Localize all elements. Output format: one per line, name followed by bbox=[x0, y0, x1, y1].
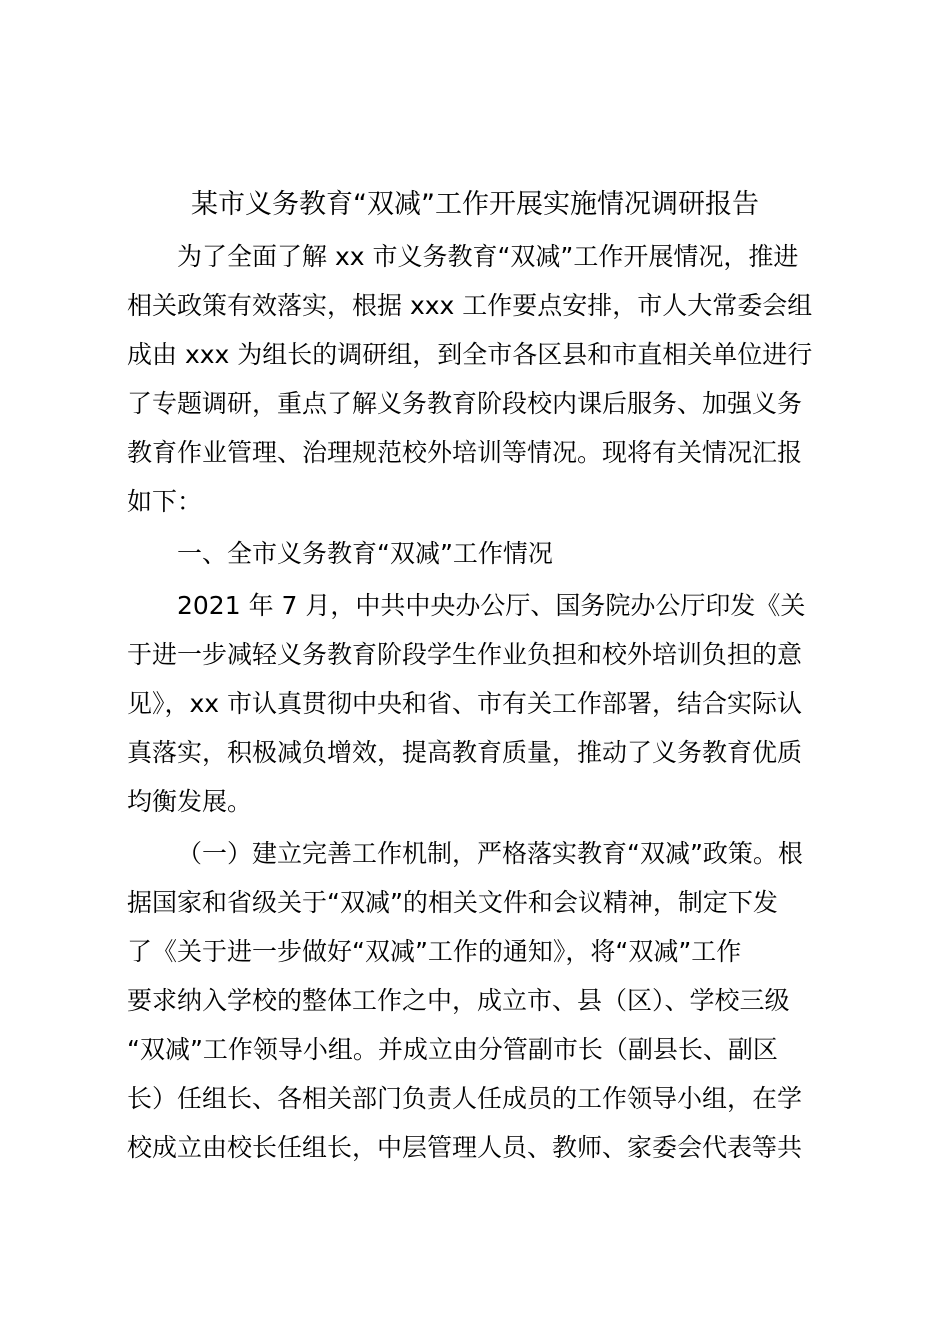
paragraph-3-line-6: 长）任组长、各相关部门负责人任成员的工作领导小组，在学 bbox=[127, 1084, 803, 1113]
paragraph-3-line-2: 据国家和省级关于“双减”的相关文件和会议精神，制定下发 bbox=[127, 888, 778, 917]
paragraph-1-line-1: 为了全面了解 xx 市义务教育“双减”工作开展情况，推进 bbox=[177, 242, 799, 271]
paragraph-3-line-7: 校成立由校长任组长，中层管理人员、教师、家委会代表等共 bbox=[127, 1133, 803, 1162]
paragraph-1-line-6: 如下： bbox=[127, 487, 203, 516]
paragraph-3-line-3: 了《关于进一步做好“双减”工作的通知》，将“双减”工作 bbox=[127, 937, 742, 966]
paragraph-1-line-4: 了专题调研，重点了解义务教育阶段校内课后服务、加强义务 bbox=[127, 389, 803, 418]
section-heading-1: 一、全市义务教育“双减”工作情况 bbox=[177, 539, 553, 568]
paragraph-2-line-4: 真落实，积极减负增效，提高教育质量，推动了义务教育优质 bbox=[127, 738, 803, 767]
paragraph-1-line-5: 教育作业管理、治理规范校外培训等情况。现将有关情况汇报 bbox=[127, 438, 803, 467]
paragraph-2-line-2: 于进一步减轻义务教育阶段学生作业负担和校外培训负担的意 bbox=[127, 640, 803, 669]
paragraph-3-line-1: （一）建立完善工作机制，严格落实教育“双减”政策。根 bbox=[177, 839, 803, 868]
paragraph-2-line-3: 见》，xx 市认真贯彻中央和省、市有关工作部署，结合实际认 bbox=[127, 689, 803, 718]
document-title: 某市义务教育“双减”工作开展实施情况调研报告 bbox=[191, 189, 759, 220]
paragraph-2-line-5: 均衡发展。 bbox=[127, 787, 253, 816]
paragraph-1-line-2: 相关政策有效落实，根据 xxx 工作要点安排，市人大常委会组 bbox=[127, 291, 813, 320]
paragraph-1-line-3: 成由 xxx 为组长的调研组，到全市各区县和市直相关单位进行 bbox=[127, 340, 813, 369]
paragraph-2-line-1: 2021 年 7 月，中共中央办公厅、国务院办公厅印发《关 bbox=[177, 591, 806, 620]
paragraph-3-line-4: 要求纳入学校的整体工作之中，成立市、县（区）、学校三级 bbox=[127, 986, 790, 1015]
paragraph-3-line-5: “双减”工作领导小组。并成立由分管副市长（副县长、副区 bbox=[127, 1035, 778, 1064]
